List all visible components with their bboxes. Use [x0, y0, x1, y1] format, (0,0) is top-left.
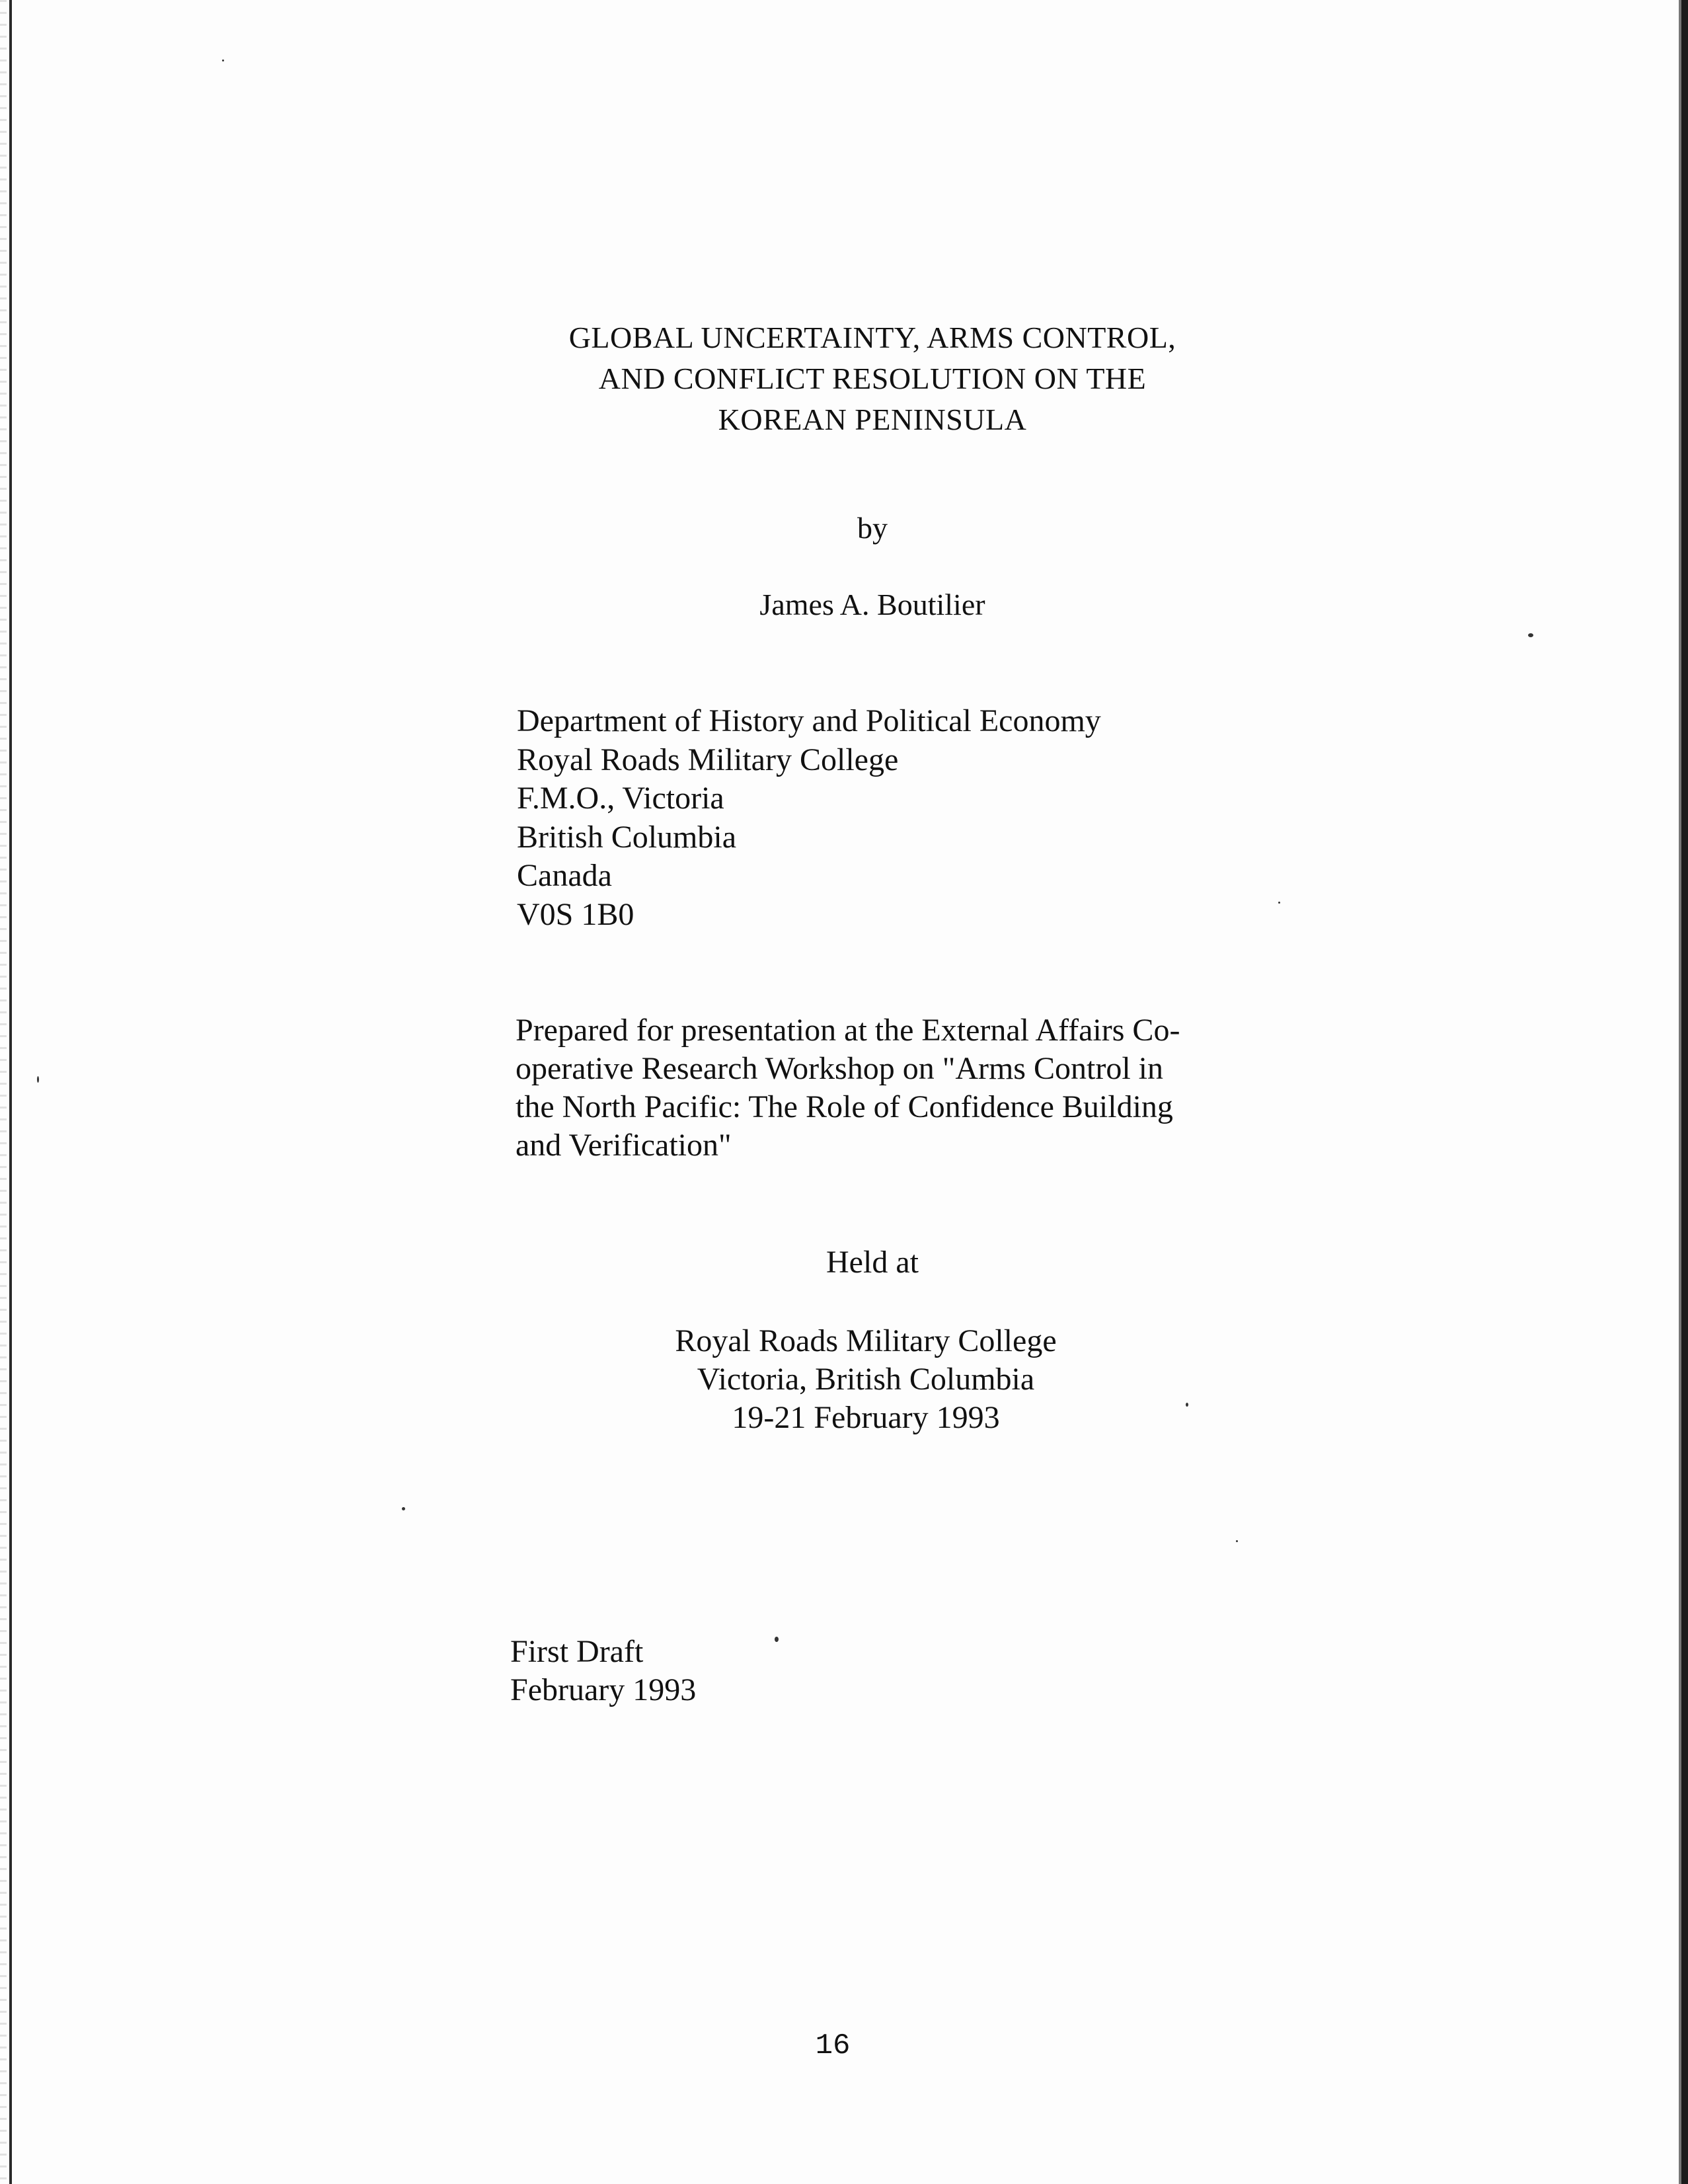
scan-left-edge [9, 0, 12, 2184]
title-line: AND CONFLICT RESOLUTION ON THE [598, 362, 1147, 395]
venue-block [582, 1322, 1150, 1437]
scan-left-margin-artifact [0, 0, 7, 2184]
venue-line: 19-21 February 1993 [732, 1400, 1000, 1435]
venue-line: Victoria, British Columbia [697, 1362, 1035, 1397]
scan-speck [1236, 1540, 1238, 1542]
byline-label: by [857, 511, 888, 545]
scan-speck [1278, 902, 1280, 904]
presentation-line: and Verification" [516, 1128, 732, 1163]
held-at-label: Held at [826, 1245, 919, 1280]
document-title [423, 317, 1322, 440]
scan-speck [775, 1637, 779, 1642]
scan-right-edge [1681, 0, 1688, 2184]
affiliation-line: Department of History and Political Economy [517, 703, 1101, 738]
affiliation-line: V0S 1B0 [517, 896, 634, 932]
draft-line: First Draft [510, 1634, 644, 1669]
scan-speck [1528, 633, 1533, 637]
presentation-note [516, 1011, 1229, 1165]
title-line: GLOBAL UNCERTAINTY, ARMS CONTROL, [568, 321, 1176, 354]
scan-speck [402, 1507, 405, 1510]
venue-line: Royal Roads Military College [675, 1323, 1057, 1358]
affiliation-line: Canada [517, 858, 612, 893]
author-name: James A. Boutilier [759, 588, 985, 621]
affiliation-line: Royal Roads Military College [517, 742, 899, 777]
scan-speck [37, 1076, 39, 1083]
presentation-line: operative Research Workshop on "Arms Control in [516, 1051, 1163, 1086]
presentation-line: the North Pacific: The Role of Confidence Building [516, 1089, 1173, 1124]
affiliation-line: F.M.O., Victoria [517, 781, 724, 816]
draft-note [510, 1633, 696, 1709]
scan-speck [222, 59, 224, 61]
scan-speck [1186, 1403, 1188, 1407]
affiliation-line: British Columbia [517, 819, 737, 855]
author-affiliation [517, 702, 1101, 934]
presentation-line: Prepared for presentation at the External Affairs Co- [516, 1013, 1180, 1048]
title-line: KOREAN PENINSULA [718, 403, 1027, 436]
draft-line: February 1993 [510, 1672, 697, 1707]
page-number: 16 [815, 2029, 851, 2062]
